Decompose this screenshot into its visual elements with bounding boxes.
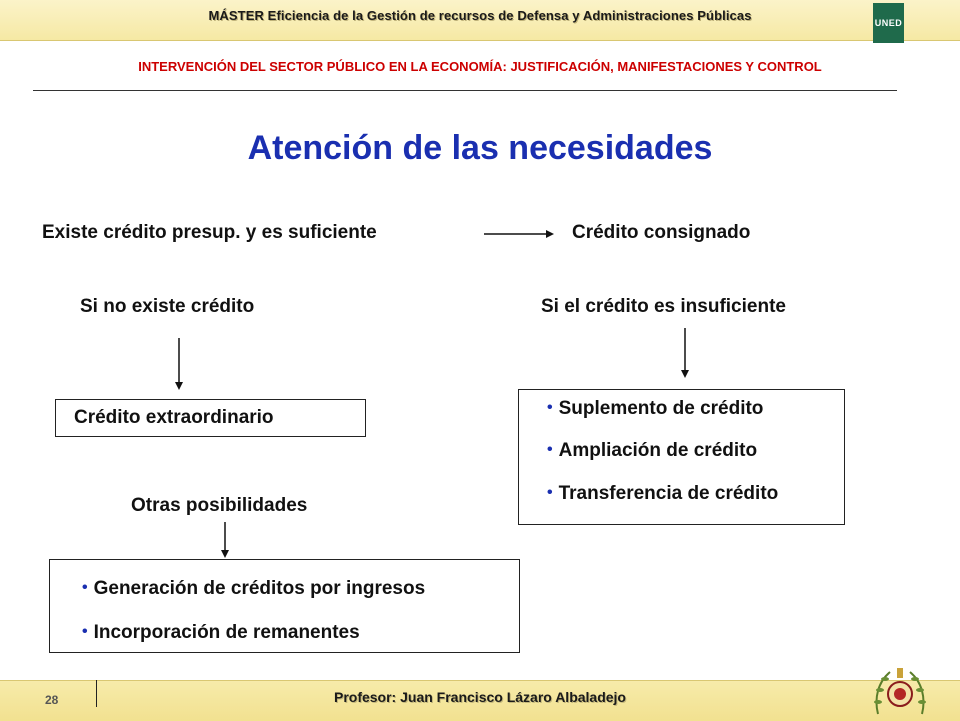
master-title: MÁSTER Eficiencia de la Gestión de recursos de Defensa y Administraciones Públicas — [208, 8, 752, 23]
insufficient-credit-label: Si el crédito es insuficiente — [541, 296, 786, 317]
bullet-icon: • — [547, 441, 553, 458]
emblem-icon — [868, 664, 932, 720]
list-item: • Transferencia de crédito — [547, 483, 779, 504]
page-number: 28 — [45, 693, 59, 707]
header-divider — [33, 90, 897, 91]
bullet-icon: • — [547, 399, 553, 416]
professor-name: Profesor: Juan Francisco Lázaro Albaladejo — [333, 689, 626, 705]
arrow-right-icon — [482, 226, 556, 242]
extraordinary-credit-box — [55, 399, 366, 437]
insufficient-options-box — [518, 389, 845, 525]
list-item: • Ampliación de crédito — [547, 440, 758, 461]
other-options-box — [49, 559, 520, 653]
bullet-icon: • — [82, 623, 88, 640]
no-credit-label: Si no existe crédito — [80, 296, 255, 317]
slide-title: Atención de las necesidades — [247, 129, 713, 167]
extraordinary-credit-label: Crédito extraordinario — [74, 407, 274, 428]
uned-logo: UNED — [873, 3, 904, 43]
arrow-down-icon — [676, 328, 694, 380]
section-subtitle: INTERVENCIÓN DEL SECTOR PÚBLICO EN LA ECONOMÍA: JUSTIFICACIÓN, MANIFESTACIONES Y CONTROL — [138, 59, 822, 74]
consigned-credit-label: Crédito consignado — [572, 222, 751, 243]
list-item: • Incorporación de remanentes — [82, 622, 360, 643]
sufficient-credit-label: Existe crédito presup. y es suficiente — [42, 222, 377, 243]
bullet-icon: • — [82, 579, 88, 596]
arrow-down-icon — [170, 338, 188, 392]
bullet-icon: • — [547, 484, 553, 501]
arrow-down-icon — [216, 522, 234, 560]
other-options-label: Otras posibilidades — [131, 495, 308, 516]
list-item: • Generación de créditos por ingresos — [82, 578, 426, 599]
list-item: • Suplemento de crédito — [547, 398, 764, 419]
